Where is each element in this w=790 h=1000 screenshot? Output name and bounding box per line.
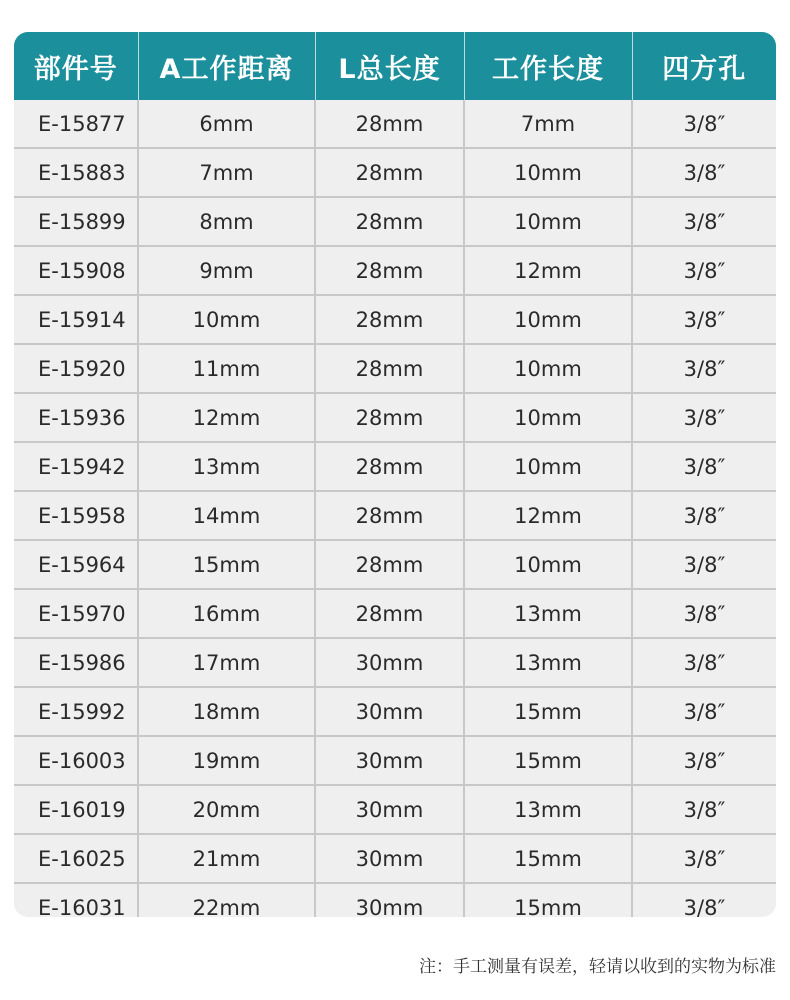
cell-a-working-distance: 21mm bbox=[138, 834, 315, 883]
table-row bbox=[14, 589, 776, 638]
table-row bbox=[14, 295, 776, 344]
cell-l-total-length: 30mm bbox=[315, 883, 464, 917]
cell-a-working-distance: 13mm bbox=[138, 442, 315, 491]
cell-l-total-length: 28mm bbox=[315, 491, 464, 540]
cell-part-number: E-15908 bbox=[14, 246, 138, 295]
cell-a-working-distance: 6mm bbox=[138, 100, 315, 148]
cell-a-working-distance: 15mm bbox=[138, 540, 315, 589]
cell-working-length: 15mm bbox=[464, 687, 632, 736]
spec-table-container bbox=[14, 32, 776, 917]
cell-working-length: 10mm bbox=[464, 442, 632, 491]
cell-part-number: E-15936 bbox=[14, 393, 138, 442]
cell-l-total-length: 28mm bbox=[315, 540, 464, 589]
cell-part-number: E-16025 bbox=[14, 834, 138, 883]
table-row bbox=[14, 393, 776, 442]
table-row bbox=[14, 246, 776, 295]
cell-l-total-length: 30mm bbox=[315, 687, 464, 736]
cell-square-drive: 3/8″ bbox=[632, 393, 776, 442]
header-part-number: 部件号 bbox=[14, 32, 138, 100]
table-row bbox=[14, 197, 776, 246]
cell-square-drive: 3/8″ bbox=[632, 295, 776, 344]
cell-working-length: 10mm bbox=[464, 393, 632, 442]
cell-working-length: 10mm bbox=[464, 540, 632, 589]
cell-working-length: 10mm bbox=[464, 295, 632, 344]
cell-l-total-length: 28mm bbox=[315, 197, 464, 246]
header-row bbox=[14, 32, 776, 100]
table-row bbox=[14, 687, 776, 736]
cell-square-drive: 3/8″ bbox=[632, 834, 776, 883]
cell-working-length: 15mm bbox=[464, 883, 632, 917]
cell-square-drive: 3/8″ bbox=[632, 148, 776, 197]
cell-square-drive: 3/8″ bbox=[632, 246, 776, 295]
cell-a-working-distance: 18mm bbox=[138, 687, 315, 736]
table-row bbox=[14, 100, 776, 148]
cell-a-working-distance: 22mm bbox=[138, 883, 315, 917]
cell-square-drive: 3/8″ bbox=[632, 687, 776, 736]
cell-square-drive: 3/8″ bbox=[632, 197, 776, 246]
spec-table bbox=[14, 32, 776, 917]
cell-part-number: E-15986 bbox=[14, 638, 138, 687]
cell-square-drive: 3/8″ bbox=[632, 883, 776, 917]
cell-l-total-length: 28mm bbox=[315, 442, 464, 491]
header-l-total-length: L总长度 bbox=[315, 32, 464, 100]
cell-square-drive: 3/8″ bbox=[632, 100, 776, 148]
cell-square-drive: 3/8″ bbox=[632, 540, 776, 589]
cell-working-length: 12mm bbox=[464, 246, 632, 295]
cell-square-drive: 3/8″ bbox=[632, 344, 776, 393]
cell-a-working-distance: 7mm bbox=[138, 148, 315, 197]
header-a-working-distance: A工作距离 bbox=[138, 32, 315, 100]
table-row bbox=[14, 491, 776, 540]
cell-a-working-distance: 12mm bbox=[138, 393, 315, 442]
cell-part-number: E-15914 bbox=[14, 295, 138, 344]
cell-a-working-distance: 8mm bbox=[138, 197, 315, 246]
cell-square-drive: 3/8″ bbox=[632, 785, 776, 834]
cell-l-total-length: 30mm bbox=[315, 638, 464, 687]
table-row bbox=[14, 344, 776, 393]
cell-working-length: 15mm bbox=[464, 736, 632, 785]
cell-l-total-length: 28mm bbox=[315, 148, 464, 197]
cell-a-working-distance: 16mm bbox=[138, 589, 315, 638]
cell-working-length: 15mm bbox=[464, 834, 632, 883]
cell-part-number: E-16031 bbox=[14, 883, 138, 917]
cell-a-working-distance: 10mm bbox=[138, 295, 315, 344]
cell-l-total-length: 28mm bbox=[315, 393, 464, 442]
cell-a-working-distance: 14mm bbox=[138, 491, 315, 540]
table-header bbox=[14, 32, 776, 100]
cell-part-number: E-15942 bbox=[14, 442, 138, 491]
cell-working-length: 13mm bbox=[464, 589, 632, 638]
cell-l-total-length: 28mm bbox=[315, 344, 464, 393]
table-row bbox=[14, 785, 776, 834]
cell-part-number: E-16003 bbox=[14, 736, 138, 785]
header-working-length: 工作长度 bbox=[464, 32, 632, 100]
table-row bbox=[14, 148, 776, 197]
cell-l-total-length: 30mm bbox=[315, 834, 464, 883]
cell-part-number: E-15920 bbox=[14, 344, 138, 393]
cell-working-length: 10mm bbox=[464, 344, 632, 393]
cell-working-length: 13mm bbox=[464, 785, 632, 834]
cell-l-total-length: 28mm bbox=[315, 100, 464, 148]
cell-part-number: E-16019 bbox=[14, 785, 138, 834]
measurement-note: 注：手工测量有误差，轻请以收到的实物为标准 bbox=[419, 957, 776, 977]
cell-part-number: E-15964 bbox=[14, 540, 138, 589]
cell-l-total-length: 28mm bbox=[315, 589, 464, 638]
cell-l-total-length: 30mm bbox=[315, 785, 464, 834]
cell-a-working-distance: 9mm bbox=[138, 246, 315, 295]
cell-square-drive: 3/8″ bbox=[632, 589, 776, 638]
cell-part-number: E-15970 bbox=[14, 589, 138, 638]
cell-l-total-length: 28mm bbox=[315, 295, 464, 344]
cell-a-working-distance: 17mm bbox=[138, 638, 315, 687]
cell-part-number: E-15883 bbox=[14, 148, 138, 197]
cell-working-length: 13mm bbox=[464, 638, 632, 687]
header-square-drive: 四方孔 bbox=[632, 32, 776, 100]
cell-working-length: 10mm bbox=[464, 148, 632, 197]
cell-l-total-length: 28mm bbox=[315, 246, 464, 295]
table-row bbox=[14, 540, 776, 589]
cell-part-number: E-15877 bbox=[14, 100, 138, 148]
cell-part-number: E-15899 bbox=[14, 197, 138, 246]
cell-a-working-distance: 19mm bbox=[138, 736, 315, 785]
table-row bbox=[14, 442, 776, 491]
cell-square-drive: 3/8″ bbox=[632, 736, 776, 785]
cell-square-drive: 3/8″ bbox=[632, 491, 776, 540]
cell-working-length: 10mm bbox=[464, 197, 632, 246]
table-row bbox=[14, 638, 776, 687]
table-row bbox=[14, 883, 776, 917]
cell-part-number: E-15958 bbox=[14, 491, 138, 540]
cell-square-drive: 3/8″ bbox=[632, 638, 776, 687]
cell-a-working-distance: 11mm bbox=[138, 344, 315, 393]
cell-a-working-distance: 20mm bbox=[138, 785, 315, 834]
cell-square-drive: 3/8″ bbox=[632, 442, 776, 491]
cell-working-length: 7mm bbox=[464, 100, 632, 148]
cell-part-number: E-15992 bbox=[14, 687, 138, 736]
table-row bbox=[14, 834, 776, 883]
table-body bbox=[14, 100, 776, 917]
cell-l-total-length: 30mm bbox=[315, 736, 464, 785]
cell-working-length: 12mm bbox=[464, 491, 632, 540]
table-row bbox=[14, 736, 776, 785]
